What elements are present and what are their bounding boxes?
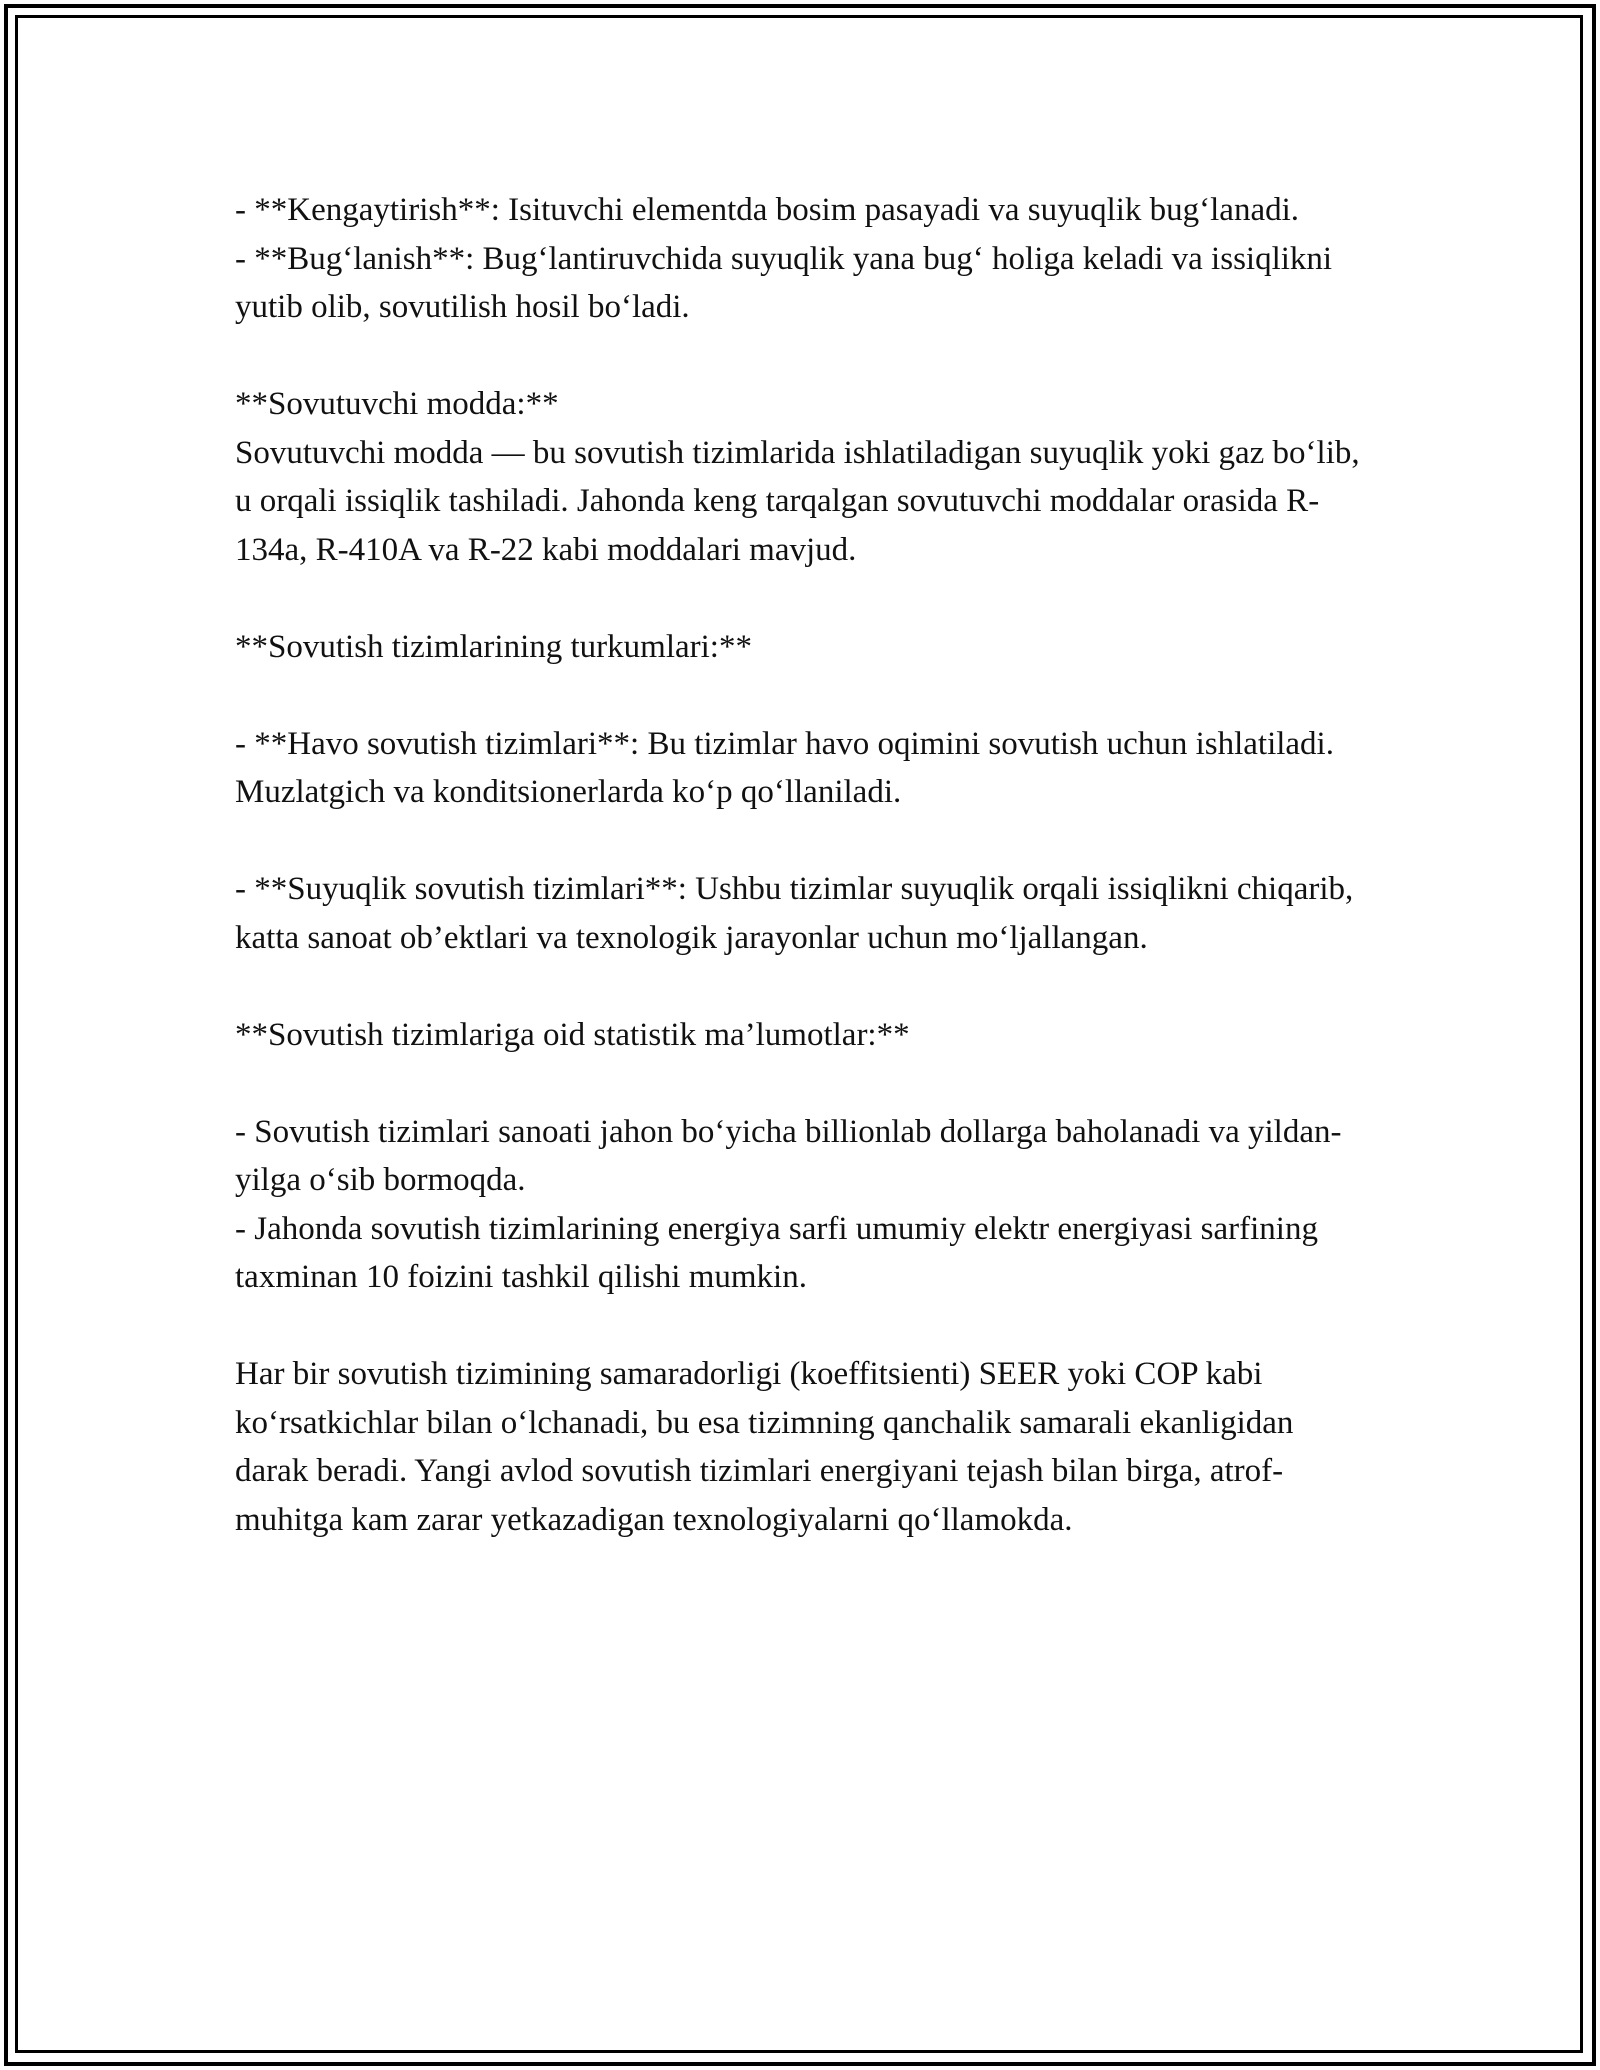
paragraph-gap	[235, 1059, 1365, 1108]
heading-statistik: **Sovutish tizimlariga oid statistik ma’lumotlar:**	[235, 1016, 910, 1053]
list-item-buglanish: - **Bug‘lanish**: Bug‘lantiruvchida suyuqlik yana bug‘ holiga keladi va issiqlikni yutib olib, sovutilish hosil bo‘ladi.	[235, 240, 1333, 325]
list-item-stat-1: - Sovutish tizimlari sanoati jahon bo‘yicha billionlab dollarga baholanadi va yildan-yilga o‘sib bormoqda.	[235, 1113, 1342, 1198]
list-item-kengaytirish: - **Kengaytirish**: Isituvchi elementda bosim pasayadi va suyuqlik bug‘lanadi.	[235, 192, 1300, 228]
paragraph-sovutuvchi-modda: Sovutuvchi modda — bu sovutish tizimlarida ishlatiladigan suyuqlik yoki gaz bo‘lib, u orqali issiqlik tashiladi. Jahonda keng tarqalgan sovutuvchi moddalar orasida R-134a, R-410A va R-22 kabi moddalari mavjud.	[235, 434, 1360, 568]
document-body	[235, 186, 1365, 1544]
paragraph-gap	[235, 1302, 1365, 1351]
list-item-suyuqlik: - **Suyuqlik sovutish tizimlari**: Ushbu tizimlar suyuqlik orqali issiqlikni chiqarib, katta sanoat ob’ektlari va texnologik jarayonlar uchun mo‘ljallangan.	[235, 871, 1354, 956]
heading-turkumlar: **Sovutish tizimlarining turkumlari:**	[235, 628, 752, 665]
paragraph-gap	[235, 962, 1365, 1011]
paragraph-gap	[235, 574, 1365, 623]
heading-sovutuvchi-modda: **Sovutuvchi modda:**	[235, 386, 559, 422]
list-item-havo: - **Havo sovutish tizimlari**: Bu tizimlar havo oqimini sovutish uchun ishlatiladi. Muzlatgich va konditsionerlarda ko‘p qo‘llaniladi.	[235, 725, 1334, 810]
paragraph-final: Har bir sovutish tizimining samaradorligi (koeffitsienti) SEER yoki COP kabi ko‘rsatkichlar bilan o‘lchanadi, bu esa tizimning qanchalik samarali ekanligidan darak beradi. Yangi avlod sovutish tizimlari energiyani tejash bilan birga, atrof-muhitga kam zarar yetkazadigan texnologiyalarni qo‘llamokda.	[235, 1356, 1294, 1538]
paragraph-gap	[235, 671, 1365, 720]
paragraph-gap	[235, 332, 1365, 381]
paragraph-gap	[235, 817, 1365, 866]
list-item-stat-2: - Jahonda sovutish tizimlarining energiya sarfi umumiy elektr energiyasi sarfining taxminan 10 foizini tashkil qilishi mumkin.	[235, 1210, 1318, 1295]
